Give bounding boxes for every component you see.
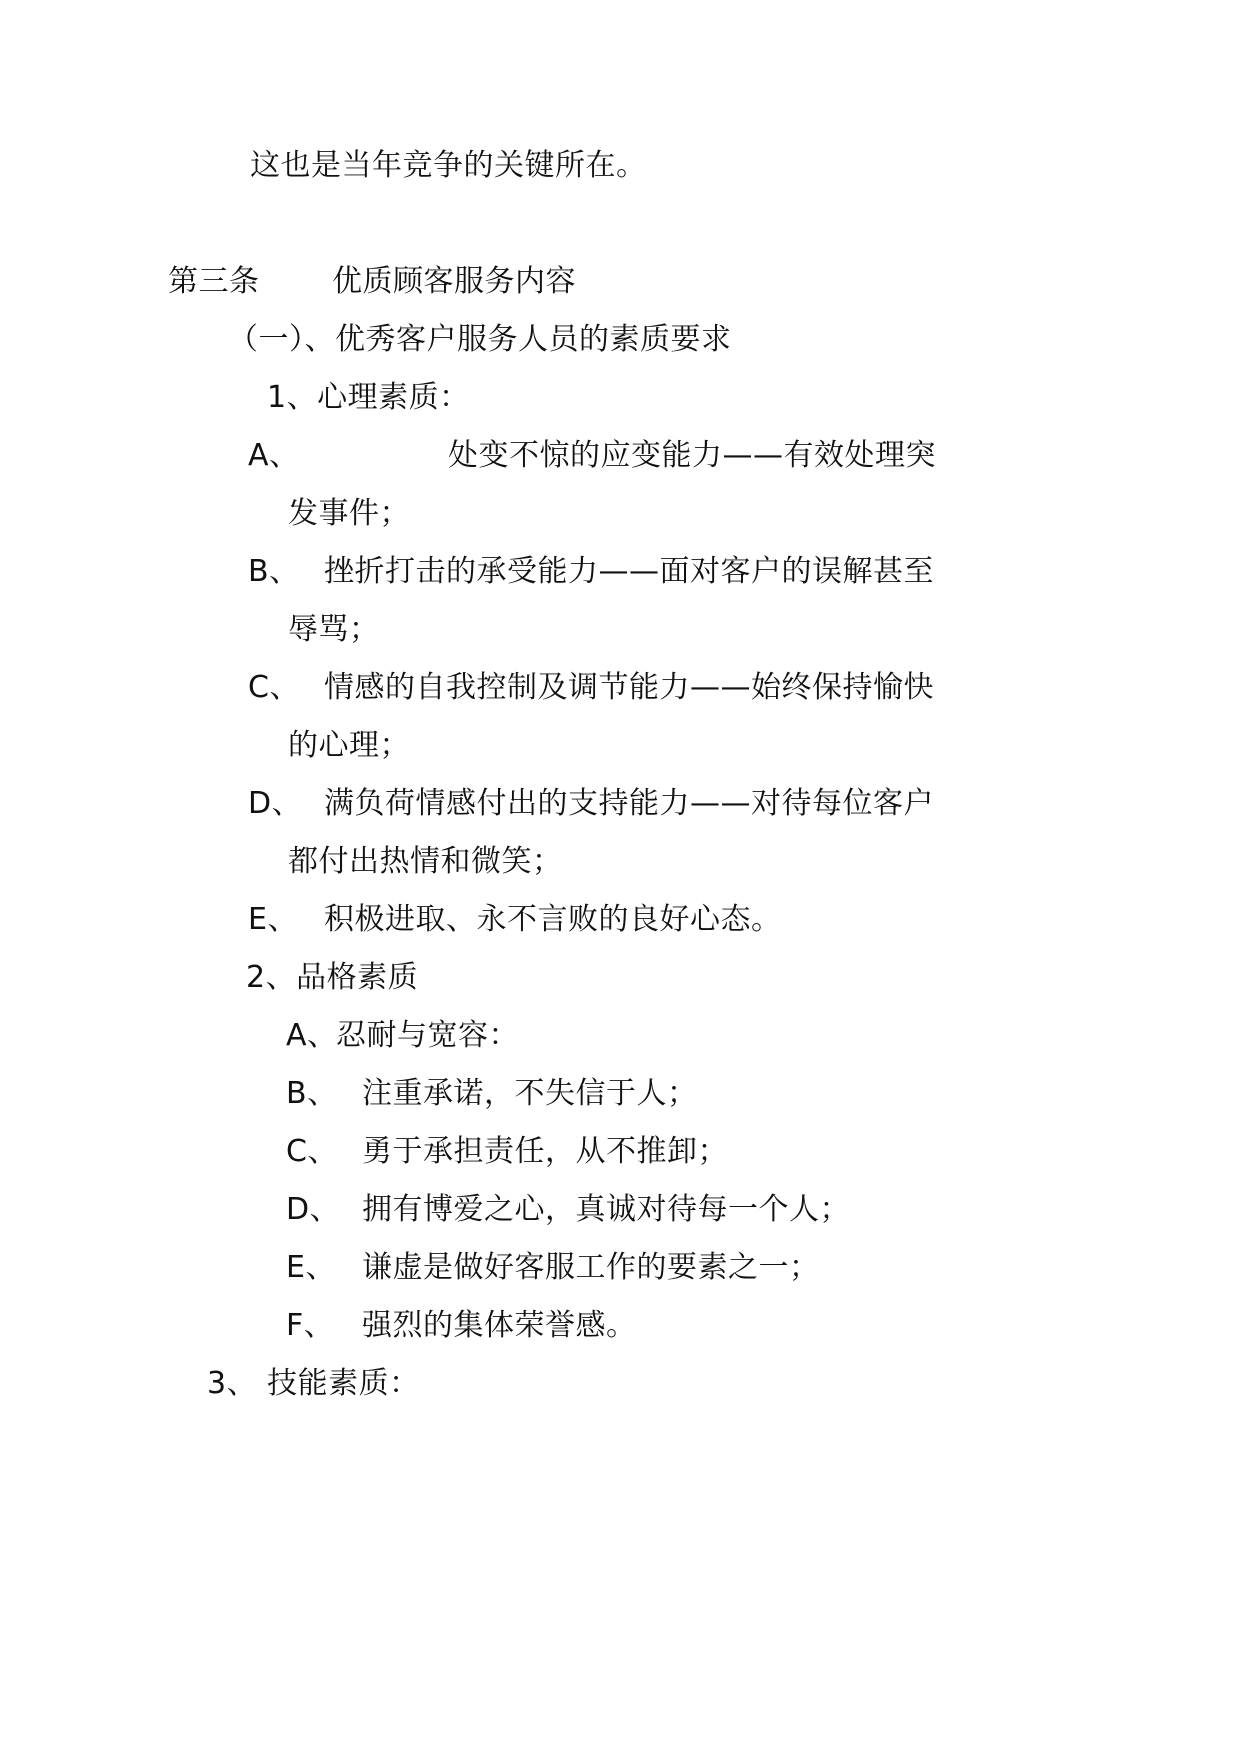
psych-item-a-text: 处变不惊的应变能力——有效处理突 (448, 438, 936, 473)
article-title: 优质顾客服务内容 (332, 264, 576, 299)
intro-line: 这也是当年竞争的关键所在。 (250, 148, 647, 183)
char-item-d-marker: D、 (286, 1192, 341, 1227)
psych-item-b-marker: B、 (248, 554, 300, 589)
char-item-f-text: 强烈的集体荣誉感。 (362, 1308, 637, 1343)
char-item-b-marker: B、 (286, 1076, 338, 1111)
psych-item-d-marker: D、 (248, 786, 303, 821)
char-item-e-marker: E、 (286, 1250, 336, 1285)
skills-heading: 3、 技能素质： (207, 1366, 420, 1401)
psych-item-b-text: 挫折打击的承受能力——面对客户的误解甚至 (324, 554, 934, 589)
char-item-d-text: 拥有博爱之心，真诚对待每一个人； (362, 1192, 850, 1227)
char-item-c-text: 勇于承担责任，从不推卸； (362, 1134, 728, 1169)
char-item-a-text: 忍耐与宽容： (336, 1018, 519, 1053)
psych-item-e-text: 积极进取、永不言败的良好心态。 (324, 902, 782, 937)
psych-item-d-continued: 都付出热情和微笑； (288, 844, 563, 879)
psychological-heading: 1、心理素质： (267, 380, 470, 415)
psych-item-c-marker: C、 (248, 670, 300, 705)
article-number: 第三条 (168, 264, 260, 299)
char-item-c-marker: C、 (286, 1134, 338, 1169)
section-one-heading: （一）、优秀客户服务人员的素质要求 (228, 322, 732, 357)
psych-item-c-text: 情感的自我控制及调节能力——始终保持愉快 (324, 670, 934, 705)
psych-item-a-continued: 发事件； (288, 496, 410, 531)
psych-item-d-text: 满负荷情感付出的支持能力——对待每位客户 (324, 786, 934, 821)
char-item-f-marker: F、 (286, 1308, 335, 1343)
char-item-a-marker: A、 (286, 1018, 338, 1053)
psych-item-a-marker: A、 (248, 438, 300, 473)
psych-item-e-marker: E、 (248, 902, 298, 937)
psych-item-b-continued: 辱骂； (288, 612, 380, 647)
psych-item-c-continued: 的心理； (288, 728, 410, 763)
character-heading: 2、品格素质 (246, 960, 419, 995)
char-item-e-text: 谦虚是做好客服工作的要素之一； (362, 1250, 820, 1285)
char-item-b-text: 注重承诺，不失信于人； (362, 1076, 698, 1111)
